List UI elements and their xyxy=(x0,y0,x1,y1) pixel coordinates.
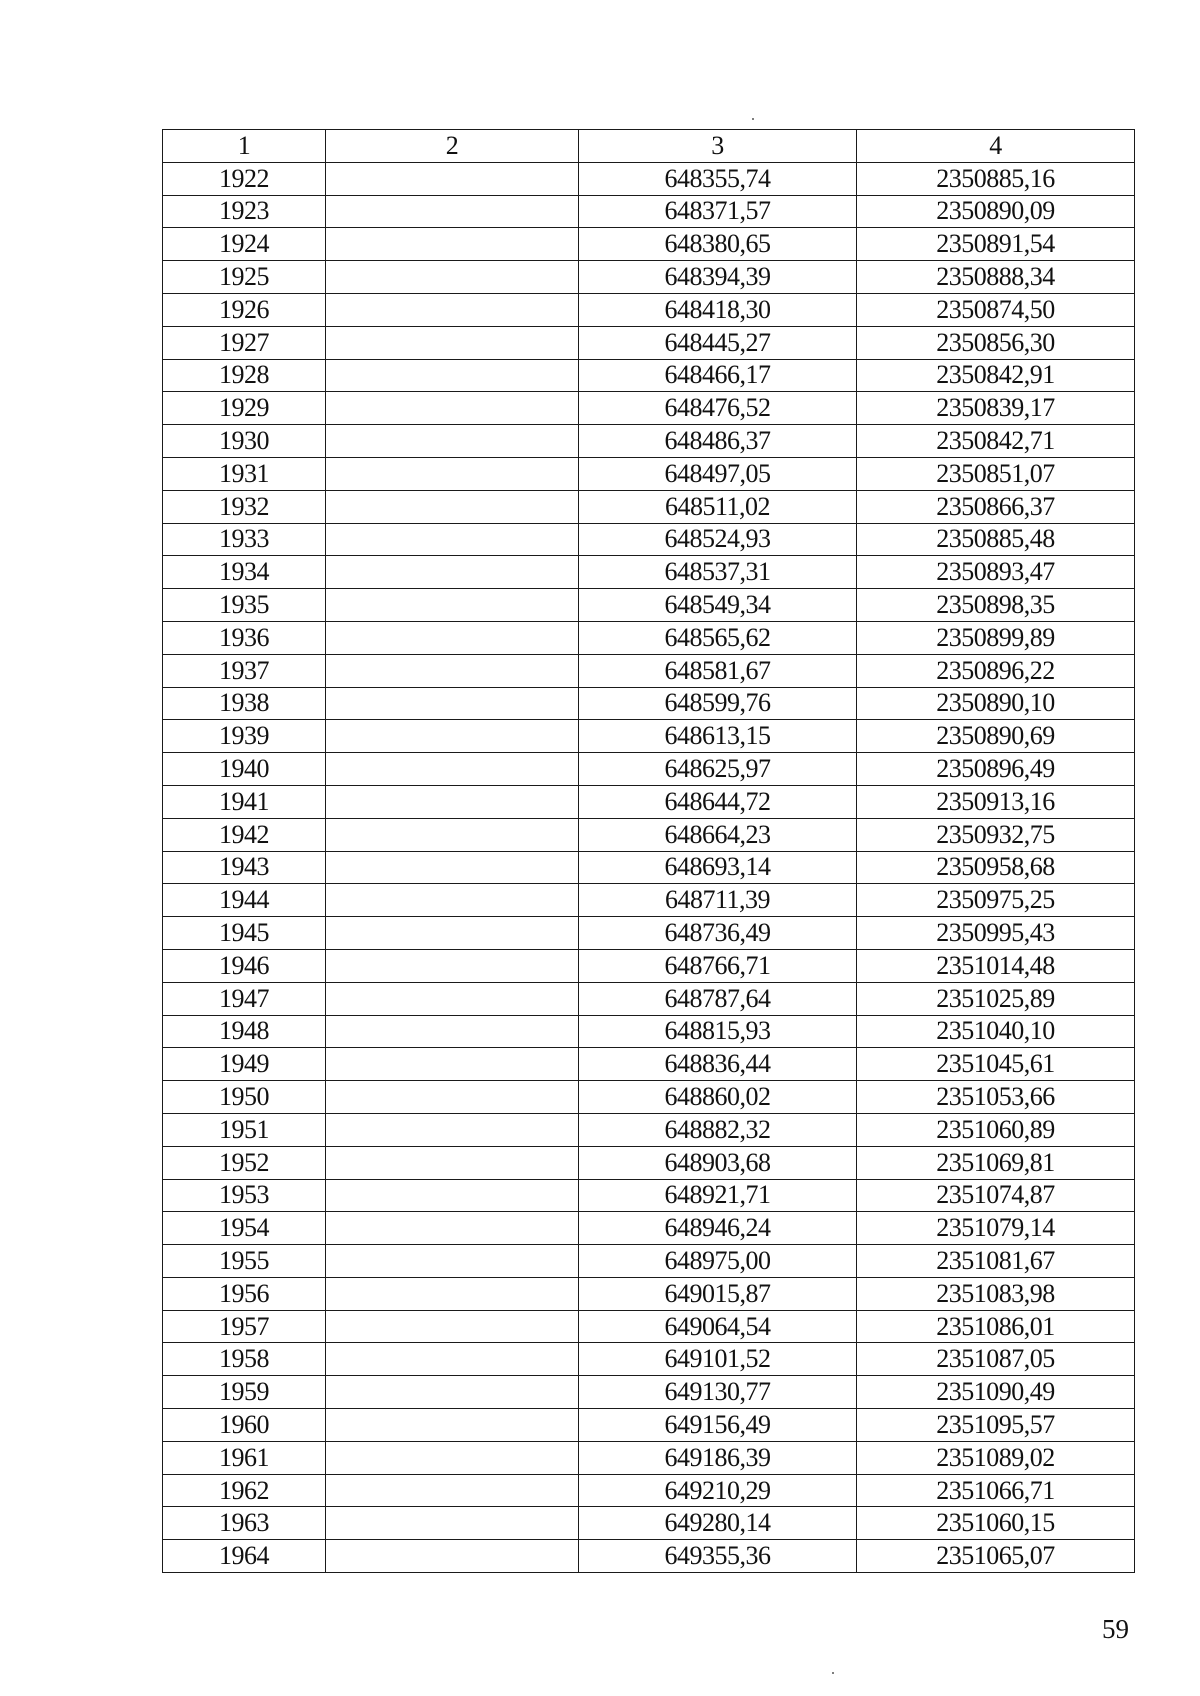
x-coordinate-cell: 649355,36 xyxy=(579,1540,857,1573)
x-coordinate-cell: 648549,34 xyxy=(579,589,857,622)
x-coordinate-cell: 648644,72 xyxy=(579,785,857,818)
table-row xyxy=(163,392,1135,425)
point-number-cell: 1942 xyxy=(163,818,326,851)
x-coordinate-cell: 648787,64 xyxy=(579,982,857,1015)
coordinates-table xyxy=(162,129,1135,1573)
point-number-cell: 1964 xyxy=(163,1540,326,1573)
x-coordinate-cell: 648394,39 xyxy=(579,261,857,294)
x-coordinate-cell: 648599,76 xyxy=(579,687,857,720)
y-coordinate-cell: 2351087,05 xyxy=(857,1343,1135,1376)
column-header-3: 3 xyxy=(579,130,857,163)
table-row xyxy=(163,162,1135,195)
column-2-cell xyxy=(326,621,579,654)
x-coordinate-cell: 648921,71 xyxy=(579,1179,857,1212)
point-number-cell: 1956 xyxy=(163,1277,326,1310)
x-coordinate-cell: 649015,87 xyxy=(579,1277,857,1310)
scan-speck-bottom xyxy=(832,1672,834,1674)
point-number-cell: 1945 xyxy=(163,917,326,950)
column-2-cell xyxy=(326,1474,579,1507)
point-number-cell: 1960 xyxy=(163,1409,326,1442)
y-coordinate-cell: 2351089,02 xyxy=(857,1441,1135,1474)
y-coordinate-cell: 2351065,07 xyxy=(857,1540,1135,1573)
table-row xyxy=(163,1015,1135,1048)
column-2-cell xyxy=(326,490,579,523)
point-number-cell: 1930 xyxy=(163,425,326,458)
y-coordinate-cell: 2350995,43 xyxy=(857,917,1135,950)
column-2-cell xyxy=(326,1048,579,1081)
table-row xyxy=(163,720,1135,753)
table-row xyxy=(163,1113,1135,1146)
point-number-cell: 1929 xyxy=(163,392,326,425)
point-number-cell: 1937 xyxy=(163,654,326,687)
table-row xyxy=(163,425,1135,458)
x-coordinate-cell: 648466,17 xyxy=(579,359,857,392)
y-coordinate-cell: 2351069,81 xyxy=(857,1146,1135,1179)
point-number-cell: 1943 xyxy=(163,851,326,884)
y-coordinate-cell: 2350899,89 xyxy=(857,621,1135,654)
y-coordinate-cell: 2351053,66 xyxy=(857,1081,1135,1114)
point-number-cell: 1959 xyxy=(163,1376,326,1409)
x-coordinate-cell: 648497,05 xyxy=(579,457,857,490)
column-2-cell xyxy=(326,162,579,195)
y-coordinate-cell: 2350896,22 xyxy=(857,654,1135,687)
table-row xyxy=(163,1277,1135,1310)
table-body xyxy=(163,162,1135,1572)
column-2-cell xyxy=(326,457,579,490)
column-2-cell xyxy=(326,1113,579,1146)
y-coordinate-cell: 2351045,61 xyxy=(857,1048,1135,1081)
y-coordinate-cell: 2351086,01 xyxy=(857,1310,1135,1343)
point-number-cell: 1944 xyxy=(163,884,326,917)
column-2-cell xyxy=(326,687,579,720)
x-coordinate-cell: 648371,57 xyxy=(579,195,857,228)
column-header-4: 4 xyxy=(857,130,1135,163)
y-coordinate-cell: 2350896,49 xyxy=(857,753,1135,786)
x-coordinate-cell: 648476,52 xyxy=(579,392,857,425)
x-coordinate-cell: 648664,23 xyxy=(579,818,857,851)
y-coordinate-cell: 2350890,10 xyxy=(857,687,1135,720)
table-row xyxy=(163,261,1135,294)
column-2-cell xyxy=(326,228,579,261)
column-2-cell xyxy=(326,195,579,228)
table-row xyxy=(163,1048,1135,1081)
column-2-cell xyxy=(326,982,579,1015)
table-row xyxy=(163,654,1135,687)
column-2-cell xyxy=(326,1146,579,1179)
column-2-cell xyxy=(326,392,579,425)
x-coordinate-cell: 648581,67 xyxy=(579,654,857,687)
x-coordinate-cell: 648445,27 xyxy=(579,326,857,359)
x-coordinate-cell: 648625,97 xyxy=(579,753,857,786)
point-number-cell: 1954 xyxy=(163,1212,326,1245)
point-number-cell: 1928 xyxy=(163,359,326,392)
column-2-cell xyxy=(326,720,579,753)
x-coordinate-cell: 649210,29 xyxy=(579,1474,857,1507)
y-coordinate-cell: 2351014,48 xyxy=(857,949,1135,982)
table-row xyxy=(163,1376,1135,1409)
column-2-cell xyxy=(326,884,579,917)
table-row xyxy=(163,1343,1135,1376)
table-row xyxy=(163,1212,1135,1245)
point-number-cell: 1962 xyxy=(163,1474,326,1507)
point-number-cell: 1949 xyxy=(163,1048,326,1081)
column-2-cell xyxy=(326,1310,579,1343)
x-coordinate-cell: 648711,39 xyxy=(579,884,857,917)
y-coordinate-cell: 2350891,54 xyxy=(857,228,1135,261)
column-2-cell xyxy=(326,1540,579,1573)
column-2-cell xyxy=(326,1179,579,1212)
y-coordinate-cell: 2351060,15 xyxy=(857,1507,1135,1540)
column-2-cell xyxy=(326,1376,579,1409)
column-2-cell xyxy=(326,1277,579,1310)
y-coordinate-cell: 2350842,71 xyxy=(857,425,1135,458)
point-number-cell: 1961 xyxy=(163,1441,326,1474)
point-number-cell: 1931 xyxy=(163,457,326,490)
y-coordinate-cell: 2350851,07 xyxy=(857,457,1135,490)
table-row xyxy=(163,359,1135,392)
y-coordinate-cell: 2351025,89 xyxy=(857,982,1135,1015)
table-row xyxy=(163,1179,1135,1212)
column-2-cell xyxy=(326,261,579,294)
point-number-cell: 1932 xyxy=(163,490,326,523)
column-2-cell xyxy=(326,917,579,950)
table-row xyxy=(163,293,1135,326)
y-coordinate-cell: 2351095,57 xyxy=(857,1409,1135,1442)
point-number-cell: 1924 xyxy=(163,228,326,261)
y-coordinate-cell: 2350874,50 xyxy=(857,293,1135,326)
column-2-cell xyxy=(326,1245,579,1278)
x-coordinate-cell: 649280,14 xyxy=(579,1507,857,1540)
point-number-cell: 1948 xyxy=(163,1015,326,1048)
column-2-cell xyxy=(326,293,579,326)
x-coordinate-cell: 648693,14 xyxy=(579,851,857,884)
table-row xyxy=(163,1081,1135,1114)
x-coordinate-cell: 648882,32 xyxy=(579,1113,857,1146)
point-number-cell: 1958 xyxy=(163,1343,326,1376)
y-coordinate-cell: 2350888,34 xyxy=(857,261,1135,294)
y-coordinate-cell: 2350890,69 xyxy=(857,720,1135,753)
x-coordinate-cell: 649130,77 xyxy=(579,1376,857,1409)
table-row xyxy=(163,917,1135,950)
y-coordinate-cell: 2351040,10 xyxy=(857,1015,1135,1048)
x-coordinate-cell: 648511,02 xyxy=(579,490,857,523)
x-coordinate-cell: 648736,49 xyxy=(579,917,857,950)
table-row xyxy=(163,1310,1135,1343)
x-coordinate-cell: 648860,02 xyxy=(579,1081,857,1114)
y-coordinate-cell: 2350885,48 xyxy=(857,523,1135,556)
column-2-cell xyxy=(326,359,579,392)
x-coordinate-cell: 649101,52 xyxy=(579,1343,857,1376)
table-row xyxy=(163,1409,1135,1442)
table-row xyxy=(163,818,1135,851)
table-row xyxy=(163,687,1135,720)
point-number-cell: 1936 xyxy=(163,621,326,654)
y-coordinate-cell: 2350893,47 xyxy=(857,556,1135,589)
column-2-cell xyxy=(326,1441,579,1474)
point-number-cell: 1934 xyxy=(163,556,326,589)
table-row xyxy=(163,1540,1135,1573)
table-row xyxy=(163,621,1135,654)
column-2-cell xyxy=(326,654,579,687)
column-2-cell xyxy=(326,785,579,818)
y-coordinate-cell: 2350975,25 xyxy=(857,884,1135,917)
point-number-cell: 1925 xyxy=(163,261,326,294)
table-row xyxy=(163,1245,1135,1278)
point-number-cell: 1938 xyxy=(163,687,326,720)
x-coordinate-cell: 648418,30 xyxy=(579,293,857,326)
column-2-cell xyxy=(326,425,579,458)
y-coordinate-cell: 2350913,16 xyxy=(857,785,1135,818)
point-number-cell: 1927 xyxy=(163,326,326,359)
x-coordinate-cell: 649156,49 xyxy=(579,1409,857,1442)
table-row xyxy=(163,851,1135,884)
column-2-cell xyxy=(326,1343,579,1376)
point-number-cell: 1963 xyxy=(163,1507,326,1540)
x-coordinate-cell: 649064,54 xyxy=(579,1310,857,1343)
column-2-cell xyxy=(326,1015,579,1048)
table-row xyxy=(163,753,1135,786)
x-coordinate-cell: 648613,15 xyxy=(579,720,857,753)
table-row xyxy=(163,195,1135,228)
point-number-cell: 1950 xyxy=(163,1081,326,1114)
table-row xyxy=(163,785,1135,818)
point-number-cell: 1957 xyxy=(163,1310,326,1343)
x-coordinate-cell: 648537,31 xyxy=(579,556,857,589)
point-number-cell: 1940 xyxy=(163,753,326,786)
y-coordinate-cell: 2350958,68 xyxy=(857,851,1135,884)
x-coordinate-cell: 648946,24 xyxy=(579,1212,857,1245)
point-number-cell: 1946 xyxy=(163,949,326,982)
y-coordinate-cell: 2350856,30 xyxy=(857,326,1135,359)
x-coordinate-cell: 648355,74 xyxy=(579,162,857,195)
point-number-cell: 1939 xyxy=(163,720,326,753)
column-2-cell xyxy=(326,523,579,556)
x-coordinate-cell: 648975,00 xyxy=(579,1245,857,1278)
x-coordinate-cell: 648380,65 xyxy=(579,228,857,261)
column-2-cell xyxy=(326,1212,579,1245)
table-row xyxy=(163,556,1135,589)
point-number-cell: 1947 xyxy=(163,982,326,1015)
x-coordinate-cell: 648903,68 xyxy=(579,1146,857,1179)
y-coordinate-cell: 2350842,91 xyxy=(857,359,1135,392)
table-row xyxy=(163,457,1135,490)
point-number-cell: 1951 xyxy=(163,1113,326,1146)
table-row xyxy=(163,884,1135,917)
point-number-cell: 1922 xyxy=(163,162,326,195)
x-coordinate-cell: 648486,37 xyxy=(579,425,857,458)
point-number-cell: 1953 xyxy=(163,1179,326,1212)
table-row xyxy=(163,523,1135,556)
point-number-cell: 1952 xyxy=(163,1146,326,1179)
column-2-cell xyxy=(326,589,579,622)
y-coordinate-cell: 2350839,17 xyxy=(857,392,1135,425)
page-number: 59 xyxy=(1102,1614,1129,1644)
column-2-cell xyxy=(326,949,579,982)
y-coordinate-cell: 2351090,49 xyxy=(857,1376,1135,1409)
table-row xyxy=(163,326,1135,359)
column-2-cell xyxy=(326,556,579,589)
table-row xyxy=(163,949,1135,982)
table-row xyxy=(163,490,1135,523)
table-row xyxy=(163,1146,1135,1179)
x-coordinate-cell: 648565,62 xyxy=(579,621,857,654)
column-header-1: 1 xyxy=(163,130,326,163)
scan-speck-top xyxy=(752,118,754,120)
column-2-cell xyxy=(326,851,579,884)
column-2-cell xyxy=(326,1081,579,1114)
x-coordinate-cell: 648836,44 xyxy=(579,1048,857,1081)
table-row xyxy=(163,589,1135,622)
column-2-cell xyxy=(326,1507,579,1540)
point-number-cell: 1941 xyxy=(163,785,326,818)
x-coordinate-cell: 648766,71 xyxy=(579,949,857,982)
y-coordinate-cell: 2351081,67 xyxy=(857,1245,1135,1278)
table-row xyxy=(163,1441,1135,1474)
y-coordinate-cell: 2350898,35 xyxy=(857,589,1135,622)
y-coordinate-cell: 2350890,09 xyxy=(857,195,1135,228)
y-coordinate-cell: 2351083,98 xyxy=(857,1277,1135,1310)
point-number-cell: 1935 xyxy=(163,589,326,622)
column-2-cell xyxy=(326,1409,579,1442)
column-2-cell xyxy=(326,818,579,851)
y-coordinate-cell: 2351074,87 xyxy=(857,1179,1135,1212)
y-coordinate-cell: 2350932,75 xyxy=(857,818,1135,851)
y-coordinate-cell: 2350866,37 xyxy=(857,490,1135,523)
y-coordinate-cell: 2350885,16 xyxy=(857,162,1135,195)
table-row xyxy=(163,228,1135,261)
table-row xyxy=(163,1507,1135,1540)
x-coordinate-cell: 648815,93 xyxy=(579,1015,857,1048)
column-header-2: 2 xyxy=(326,130,579,163)
x-coordinate-cell: 648524,93 xyxy=(579,523,857,556)
y-coordinate-cell: 2351079,14 xyxy=(857,1212,1135,1245)
y-coordinate-cell: 2351066,71 xyxy=(857,1474,1135,1507)
point-number-cell: 1923 xyxy=(163,195,326,228)
table-row xyxy=(163,982,1135,1015)
column-2-cell xyxy=(326,753,579,786)
column-2-cell xyxy=(326,326,579,359)
point-number-cell: 1955 xyxy=(163,1245,326,1278)
table-row xyxy=(163,1474,1135,1507)
y-coordinate-cell: 2351060,89 xyxy=(857,1113,1135,1146)
table-header-row xyxy=(163,130,1135,163)
point-number-cell: 1926 xyxy=(163,293,326,326)
x-coordinate-cell: 649186,39 xyxy=(579,1441,857,1474)
point-number-cell: 1933 xyxy=(163,523,326,556)
